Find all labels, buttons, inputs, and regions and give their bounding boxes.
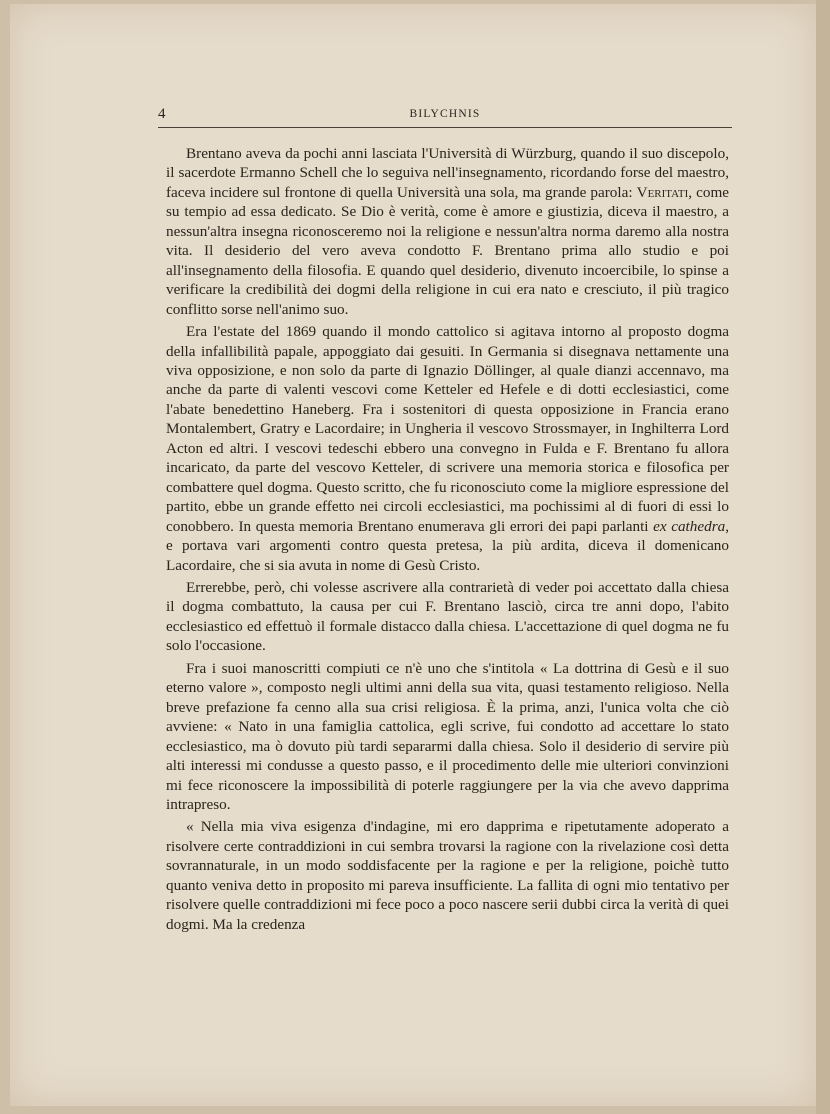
paragraph: Errerebbe, però, chi volesse ascrivere alla contrarietà di veder poi accettato dalla chiesa il dogma combattuto, la causa per cui F. Brentano lasciò, circa tre anni dopo, l'abito ecclesiastico ed effettuò il formale distacco dalla chiesa. L'accettazione di quel dogma ne fu solo l'occasione.	[166, 578, 729, 655]
paragraph: Fra i suoi manoscritti compiuti ce n'è uno che s'intitola « La dottrina di Gesù e il suo eterno valore », composto negli ultimi anni della sua vita, quasi testamento religioso. Nella breve prefazione fa cenno alla sua crisi religiosa. È la prima, anzi, l'unica volta che ciò avviene: « Nato in una famiglia cattolica, egli scrive, fui condotto ad accettare lo stato ecclesiastico, ma ò dovuto più tardi separarmi dalla chiesa. Solo il desiderio di servire più alti interessi mi condusse a questo passo, e il procedimento delle mie ulteriori convinzioni mi fece riconoscere la impossibilità di poterle raggiungere per la via che avevo dapprima intrapreso.	[166, 659, 729, 813]
emphasis-word: Veritati	[636, 183, 689, 201]
running-title: BILYCHNIS	[409, 108, 481, 120]
header-rule	[158, 127, 732, 128]
page-number: 4	[158, 106, 166, 122]
page-header	[158, 106, 732, 126]
paragraph: « Nella mia viva esigenza d'indagine, mi ero dapprima e ripetutamente adoperato a risolvere certe contraddizioni in cui sembra trovarsi la ragione con la rivelazione così detta sovrannaturale, in un modo soddisfacente per la ragione e per la religione, poichè tutto quanto veniva detto in proposito mi pareva insufficiente. La fallita di ogni mio tentativo per risolvere quelle contraddizioni mi fece poco a poco nascere serii dubbi circa la verità di quei dogmi. Ma la credenza	[166, 818, 729, 933]
paragraph: Brentano aveva da pochi anni lasciata l'Università di Würzburg, quando il suo discepolo, il sacerdote Ermanno Schell che lo seguiva nell'insegnamento, ricordando forse del maestro, faceva incidere sul frontone di quella Università una sola, ma grande parola: Veritati, come su tempio ad essa dedicato. Se Dio è verità, come è amore e giustizia, diceva il maestro, a nessun'altra insegna riconosceremo noi la religione e nessun'altra norma daremo alla nostra vita. Il desiderio del vero aveva condotto F. Brentano prima allo studio e poi all'insegnamento della filosofia. E quando quel desiderio, divenuto incoercibile, lo spinse a verificare la credibilità dei dogmi della religione in cui era nato e cresciuto, il più tragico conflitto sorse nell'animo suo.	[166, 145, 729, 318]
latin-phrase: ex cathedra	[653, 517, 726, 535]
page-edge	[816, 0, 830, 1114]
paragraph: Era l'estate del 1869 quando il mondo cattolico si agitava intorno al proposto dogma della infallibilità papale, appoggiato dai gesuiti. In Germania si disegnava nettamente una viva opposizione, e non solo da parte di Ignazio Döllinger, al quale dianzi accennavo, ma anche da parte di valenti vescovi come Ketteler ed Hefele e di dotti ecclesiastici, come l'abate benedettino Haneberg. Fra i sostenitori di questa opposizione in Francia erano Montalembert, Gratry e Lacordaire; in Ungheria il vescovo Strossmayer, in Inghilterra Lord Acton ed altri. I vescovi tedeschi ebbero una convegno in Fulda e F. Brentano fu allora incaricato, da parte del vescovo Ketteler, di scrivere una memoria storica e filosofica per combattere quel dogma. Questo scritto, che fu riconosciuto come la migliore espressione del partito, ebbe un grande effetto nei circoli ecclesiastici, ma pochissimi al di fuori di essi lo conobbero. In questa memoria Brentano enumerava gli errori dei papi parlanti ex cathedra, e portava vari argomenti contro questa pretesa, la più ardita, diceva il domenicano Lacordaire, che si sia avuta in nome di Gesù Cristo.	[166, 323, 729, 574]
article-body	[166, 144, 729, 937]
